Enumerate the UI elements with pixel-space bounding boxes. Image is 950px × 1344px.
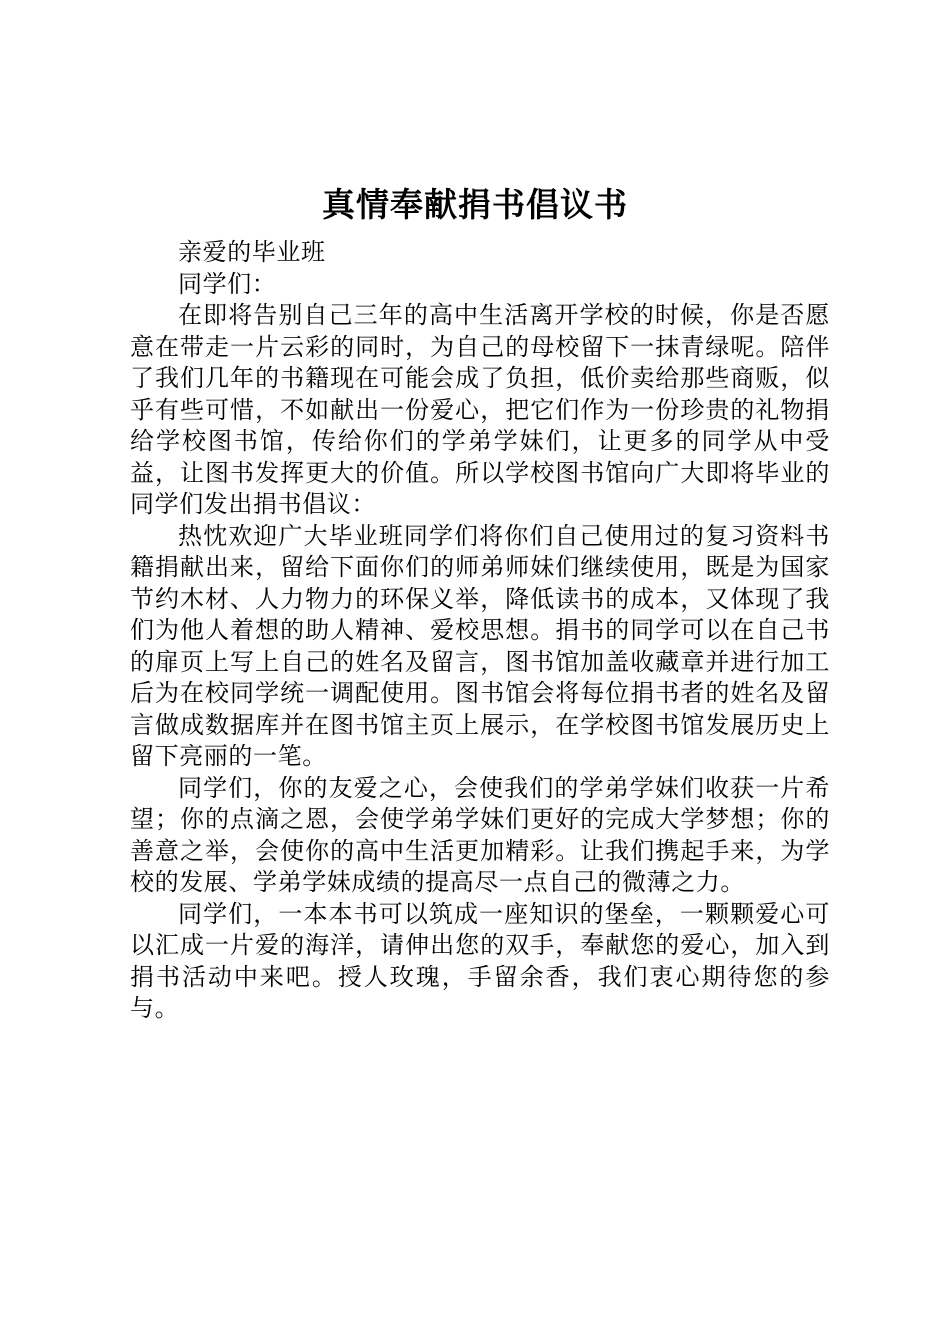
document-body <box>130 237 830 1025</box>
paragraph-intro: 在即将告别自己三年的高中生活离开学校的时候，你是否愿意在带走一片云彩的同时，为自己的母校留下一抹青绿呢。陪伴了我们几年的书籍现在可能会成了负担，低价卖给那些商贩，似乎有些可惜，不如献出一份爱心，把它们作为一份珍贵的礼物捐给学校图书馆，传给你们的学弟学妹们，让更多的同学从中受益，让图书发挥更大的价值。所以学校图书馆向广大即将毕业的同学们发出捐书倡议： <box>130 301 830 518</box>
paragraph-welcome: 热忱欢迎广大毕业班同学们将你们自己使用过的复习资料书籍捐献出来，留给下面你们的师弟师妹们继续使用，既是为国家节约木材、人力物力的环保义举，降低读书的成本，又体现了我们为他人着想的助人精神、爱校思想。捐书的同学可以在自己书的扉页上写上自己的姓名及留言，图书馆加盖收藏章并进行加工后为在校同学统一调配使用。图书馆会将每位捐书者的姓名及留言做成数据库并在图书馆主页上展示，在学校图书馆发展历史上留下亮丽的一笔。 <box>130 521 830 770</box>
document-title: 真情奉献捐书倡议书 <box>322 185 628 224</box>
paragraph-closing: 同学们，一本本书可以筑成一座知识的堡垒，一颗颗爱心可以汇成一片爱的海洋，请伸出您的双手，奉献您的爱心，加入到捐书活动中来吧。授人玫瑰，手留余香，我们衷心期待您的参与。 <box>130 899 830 1022</box>
salutation-line-2: 同学们： <box>178 269 277 298</box>
paragraph-kindness: 同学们，你的友爱之心，会使我们的学弟学妹们收获一片希望；你的点滴之恩，会使学弟学妹们更好的完成大学梦想；你的善意之举，会使你的高中生活更加精彩。让我们携起手来，为学校的发展、学弟学妹成绩的提高尽一点自己的微薄之力。 <box>130 773 830 896</box>
salutation-line-1: 亲爱的毕业班 <box>178 238 326 266</box>
